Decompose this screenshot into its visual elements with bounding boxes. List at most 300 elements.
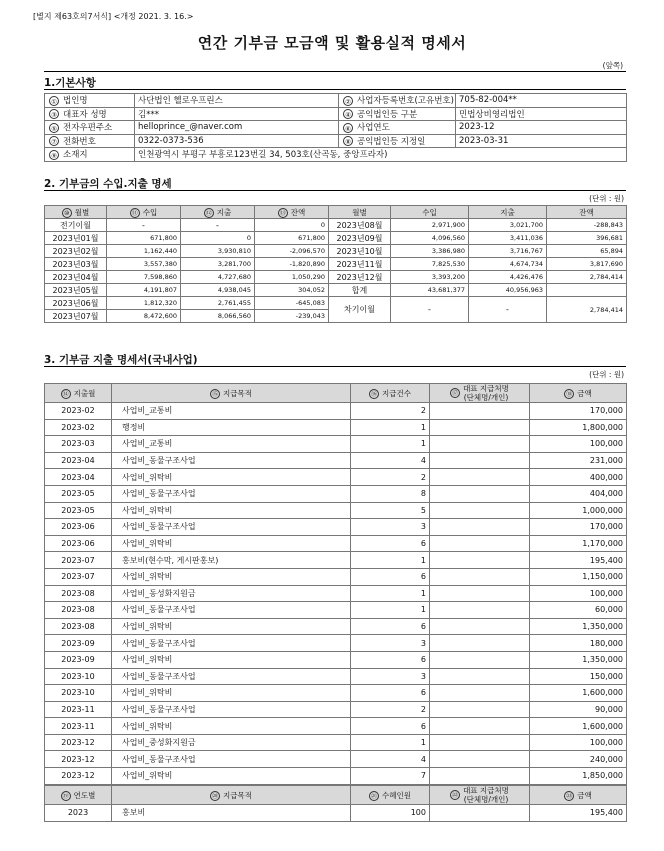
column-header [112,384,351,403]
count-cell: 3 [351,519,430,536]
count-cell: 6 [351,651,430,668]
recipient-cell [430,602,530,619]
purpose-cell: 사업비_교통비 [112,436,351,453]
field-value: 사단법인 헬로우프린스 [135,94,339,108]
recipient-cell [430,651,530,668]
month-cell: 2023-06 [45,519,112,536]
count-cell: 4 [351,751,430,768]
purpose-cell: 사업비_위탁비 [112,535,351,552]
amount-cell: 3,930,810 [181,245,255,258]
table-row [45,585,627,602]
purpose-cell: 사업비_동물구조사업 [112,751,351,768]
table-row [45,452,627,469]
amount-cell: 4,674,734 [469,258,547,271]
amount-cell: 231,000 [530,452,627,469]
recipient-cell [430,734,530,751]
month-cell: 합계 [329,284,391,297]
field-label-cell [339,94,456,108]
column-header [430,786,530,805]
purpose-cell: 사업비_동성화지원금 [112,585,351,602]
month-cell: 2023-06 [45,535,112,552]
count-cell: 3 [351,668,430,685]
recipient-cell [430,552,530,569]
table-row [45,297,627,310]
count-cell: 6 [351,568,430,585]
amount-cell: 4,096,560 [391,232,469,245]
table-row [45,403,627,420]
field-label-cell [339,134,456,148]
amount-cell: - [181,219,255,232]
item-number: ③ [49,109,59,119]
table-row [45,469,627,486]
count-cell: 2 [351,469,430,486]
amount-cell: 3,386,980 [391,245,469,258]
table-row [45,535,627,552]
column-label: 수혜인원 [382,790,411,800]
section1-heading: 1.기본사항 [44,77,96,89]
field-label: 대표자 성명 [63,109,107,120]
field-label: 전화번호 [63,136,96,147]
domestic-expense-table [44,383,627,785]
month-cell: 2023년03월 [45,258,107,271]
month-cell: 2023-07 [45,552,112,569]
amount-cell: 180,000 [530,635,627,652]
item-number: ㉑ [370,792,377,800]
amount-cell: 90,000 [530,701,627,718]
field-value: 민법상비영리법인 [456,107,627,121]
header-row [45,206,627,219]
amount-cell: 8,472,600 [107,310,181,323]
column-header [351,786,430,805]
section3-heading: 3. 기부금 지출 명세서(국내사업) [44,354,198,366]
table-row [45,618,627,635]
item-number: ⑭ [62,390,69,398]
table-row [45,232,627,245]
table-row [45,685,627,702]
amount-cell: 170,000 [530,519,627,536]
recipient-cell [430,485,530,502]
recipient-cell [430,668,530,685]
amount-cell: 1,350,000 [530,651,627,668]
recipient-cell [430,635,530,652]
month-cell: 2023년09월 [329,232,391,245]
item-number: ⑯ [370,390,377,398]
month-cell: 2023년05월 [45,284,107,297]
amount-cell: 100,000 [530,436,627,453]
count-cell: 1 [351,419,430,436]
field-label-cell [45,94,135,108]
count-cell: 4 [351,452,430,469]
month-cell: 2023 [45,805,112,822]
amount-cell: 3,557,380 [107,258,181,271]
purpose-cell: 사업비_위탁비 [112,651,351,668]
item-number: ⑪ [131,209,138,217]
table-row [45,502,627,519]
section-divider [44,71,626,72]
header-row [45,384,627,403]
carry-income: - [391,297,469,323]
month-cell: 2023-12 [45,768,112,785]
section-divider [44,366,626,367]
column-sublabel: (단체명/개인) [463,393,509,402]
month-cell: 2023-10 [45,668,112,685]
column-label: 대표 지급처명 [463,786,509,795]
table-row [45,718,627,735]
amount-cell: -239,043 [255,310,329,323]
unit-label: (단위 : 원) [589,194,624,203]
item-number: ④ [343,109,353,119]
month-cell: 2023년06월 [45,297,107,310]
column-label-group [463,786,509,804]
column-label: 지급목적 [223,388,252,398]
month-cell: 2023-05 [45,502,112,519]
amount-cell: 671,800 [255,232,329,245]
recipient-cell [430,618,530,635]
item-number: ⑤ [49,123,59,133]
month-cell: 2023년02월 [45,245,107,258]
item-number: ① [49,96,59,106]
amount-cell: 4,938,045 [181,284,255,297]
column-header [530,384,627,403]
amount-cell: 2,784,414 [547,271,627,284]
month-cell: 2023년10월 [329,245,391,258]
table-row [45,701,627,718]
item-number: ⑰ [452,390,459,397]
field-label-cell [339,121,456,135]
column-label: 연도별 [73,790,96,800]
amount-cell: 0 [181,232,255,245]
field-label-cell [45,134,135,148]
field-label: 사업연도 [357,123,390,134]
field-value: 2023-12 [456,121,627,135]
field-value: 0322-0373-536 [135,134,339,148]
count-cell: 1 [351,585,430,602]
amount-cell: 0 [255,219,329,232]
item-number: ⑮ [211,390,218,398]
month-cell: 2023-08 [45,618,112,635]
purpose-cell: 사업비_위탁비 [112,718,351,735]
column-header: 수입 [391,206,469,219]
amount-cell: 7,598,860 [107,271,181,284]
amount-cell: - [107,219,181,232]
count-cell: 100 [351,805,430,822]
column-header [430,384,530,403]
month-cell: 2023년12월 [329,271,391,284]
count-cell: 6 [351,685,430,702]
month-cell: 2023-04 [45,452,112,469]
recipient-cell [430,718,530,735]
column-label: 금액 [577,388,592,398]
purpose-cell: 홍보비 [112,805,351,822]
purpose-cell: 사업비_교통비 [112,403,351,420]
amount-cell: 404,000 [530,485,627,502]
month-cell: 2023년08월 [329,219,391,232]
recipient-cell [430,768,530,785]
month-cell: 2023-04 [45,469,112,486]
field-label-cell [45,121,135,135]
amount-cell: 1,800,000 [530,419,627,436]
amount-cell: 3,021,700 [469,219,547,232]
amount-cell: 396,681 [547,232,627,245]
amount-cell: 7,825,530 [391,258,469,271]
purpose-cell: 사업비_동물구조사업 [112,485,351,502]
item-number: ㉒ [452,792,459,799]
count-cell: 8 [351,485,430,502]
amount-cell: 240,000 [530,751,627,768]
field-value: 2023-03-31 [456,134,627,148]
table-row [45,568,627,585]
item-number: ⑩ [62,208,72,218]
amount-cell: -645,083 [255,297,329,310]
count-cell: 3 [351,635,430,652]
section-divider [44,89,626,90]
field-value: 김*** [135,107,339,121]
count-cell: 6 [351,718,430,735]
amount-cell: -2,096,570 [255,245,329,258]
recipient-cell [430,452,530,469]
column-label: 월별 [74,207,90,217]
column-label: 금액 [577,790,592,800]
info-row [45,107,627,121]
section-divider [44,190,626,191]
purpose-cell: 사업비_위탁비 [112,502,351,519]
amount-cell: 1,150,000 [530,568,627,585]
table-row [45,245,627,258]
column-header [45,206,107,219]
column-label: 대표 지급처명 [463,384,509,393]
recipient-cell [430,701,530,718]
month-cell: 2023-09 [45,635,112,652]
count-cell: 1 [351,734,430,751]
field-label-cell [339,107,456,121]
document-title: 연간 기부금 모금액 및 활용실적 명세서 [197,34,467,52]
recipient-cell [430,585,530,602]
amount-cell: 2,971,900 [391,219,469,232]
item-number: ⑬ [279,209,286,217]
month-cell: 2023-05 [45,485,112,502]
column-header [45,384,112,403]
purpose-cell: 행정비 [112,419,351,436]
amount-cell: 671,800 [107,232,181,245]
item-number: ⑨ [49,150,59,160]
column-header [45,786,112,805]
info-row [45,94,627,108]
address-value: 인천광역시 부평구 부흥로123번길 34, 503호(산곡동, 중앙프라자) [135,148,627,162]
amount-cell: 43,681,377 [391,284,469,297]
count-cell: 6 [351,618,430,635]
recipient-cell [430,469,530,486]
purpose-cell: 사업비_동물구조사업 [112,668,351,685]
amount-cell: 4,727,680 [181,271,255,284]
count-cell: 1 [351,602,430,619]
month-cell: 2023-12 [45,734,112,751]
recipient-cell [430,805,530,822]
beneficiary-table [44,785,627,822]
table-row [45,419,627,436]
item-number: ⑱ [566,390,573,398]
recipient-cell [430,751,530,768]
column-label: 잔액 [290,207,306,217]
carry-balance: 2,784,414 [547,297,627,323]
unit-label: (단위 : 원) [589,370,624,379]
amount-cell: 170,000 [530,403,627,420]
carry-label: 차기이월 [329,297,391,323]
month-cell: 2023-08 [45,602,112,619]
purpose-cell: 사업비_동물구조사업 [112,519,351,536]
count-cell: 1 [351,552,430,569]
count-cell: 2 [351,403,430,420]
column-header: 월별 [329,206,391,219]
column-header [351,384,430,403]
purpose-cell: 사업비_위탁비 [112,618,351,635]
month-cell: 2023-02 [45,419,112,436]
purpose-cell: 사업비_위탁비 [112,568,351,585]
month-cell: 2023-07 [45,568,112,585]
amount-cell: 150,000 [530,668,627,685]
section2-heading: 2. 기부금의 수입.지출 명세 [44,178,172,190]
amount-cell: 3,281,700 [181,258,255,271]
header-row [45,786,627,805]
month-cell: 2023-02 [45,403,112,420]
item-number: ② [343,96,353,106]
column-label-group [463,384,509,402]
amount-cell: 1,350,000 [530,618,627,635]
field-label: 공익법인등 지정일 [357,136,426,147]
column-header [255,206,329,219]
table-row [45,271,627,284]
info-row [45,121,627,135]
field-label: 전자우편주소 [63,123,113,134]
month-cell: 2023-12 [45,751,112,768]
amount-cell: 1,812,320 [107,297,181,310]
column-label: 지출월 [73,388,96,398]
purpose-cell: 사업비_위탁비 [112,685,351,702]
purpose-cell: 사업비_동물구조사업 [112,452,351,469]
table-row [45,552,627,569]
purpose-cell: 사업비_위탁비 [112,469,351,486]
table-row [45,751,627,768]
item-number: ⑳ [211,792,218,800]
info-row [45,134,627,148]
count-cell: 5 [351,502,430,519]
month-cell: 2023년04월 [45,271,107,284]
item-number: ⑲ [62,792,69,800]
table-row [45,436,627,453]
field-label: 사업자등록번호(고유번호) [357,96,454,107]
amount-cell: 2,761,455 [181,297,255,310]
recipient-cell [430,535,530,552]
amount-cell: 3,393,200 [391,271,469,284]
amount-cell: 1,162,440 [107,245,181,258]
count-cell: 6 [351,535,430,552]
field-value: helloprince_@naver.com [135,121,339,135]
amount-cell: 304,052 [255,284,329,297]
table-row [45,258,627,271]
amount-cell: 65,894 [547,245,627,258]
amount-cell: 100,000 [530,734,627,751]
month-cell: 2023-09 [45,651,112,668]
amount-cell: 8,066,560 [181,310,255,323]
item-number: ⑦ [49,136,59,146]
column-sublabel: (단체명/개인) [463,795,509,804]
column-label: 지급건수 [382,388,411,398]
amount-cell: 1,600,000 [530,685,627,702]
amount-cell: 400,000 [530,469,627,486]
field-label-cell [45,107,135,121]
item-number: ⑫ [205,209,212,217]
column-label: 수입 [142,207,158,217]
amount-cell [547,284,627,297]
info-row-address [45,148,627,162]
table-row [45,485,627,502]
month-cell: 2023년07월 [45,310,107,323]
month-cell: 2023-03 [45,436,112,453]
recipient-cell [430,403,530,420]
table-row [45,284,627,297]
side-label: (앞쪽) [602,61,623,70]
amount-cell: 40,956,963 [469,284,547,297]
purpose-cell: 사업비_동물구조사업 [112,602,351,619]
column-header: 잔액 [547,206,627,219]
column-header: 지출 [469,206,547,219]
month-cell: 2023-10 [45,685,112,702]
item-number: ⑧ [343,136,353,146]
table-row [45,651,627,668]
purpose-cell: 사업비_위탁비 [112,768,351,785]
month-cell: 2023년11월 [329,258,391,271]
field-label: 공익법인등 구분 [357,109,418,120]
column-label: 지출 [216,207,232,217]
amount-cell: 1,170,000 [530,535,627,552]
table-row [45,805,627,822]
table-row [45,219,627,232]
basic-info-table [44,93,627,162]
recipient-cell [430,502,530,519]
amount-cell: 3,411,036 [469,232,547,245]
month-cell: 2023년01월 [45,232,107,245]
count-cell: 1 [351,436,430,453]
amount-cell: 195,400 [530,552,627,569]
item-number: ⑥ [343,123,353,133]
amount-cell: -1,820,890 [255,258,329,271]
recipient-cell [430,436,530,453]
column-header [107,206,181,219]
field-label-cell [45,148,135,162]
purpose-cell: 사업비_동물구조사업 [112,701,351,718]
recipient-cell [430,568,530,585]
amount-cell: 4,191,807 [107,284,181,297]
month-cell: 2023-11 [45,718,112,735]
recipient-cell [430,419,530,436]
amount-cell: 1,000,000 [530,502,627,519]
recipient-cell [430,519,530,536]
recipient-cell [430,685,530,702]
income-expense-table [44,205,627,323]
count-cell: 2 [351,701,430,718]
column-label: 지급목적 [223,790,252,800]
amount-cell: 60,000 [530,602,627,619]
amount-cell: 1,600,000 [530,718,627,735]
form-note: [별지 제63호의7서식] <개정 2021. 3. 16.> [33,12,194,21]
table-row [45,668,627,685]
field-label: 소재지 [63,150,88,161]
field-value: 705-82-004** [456,94,627,108]
amount-cell: 100,000 [530,585,627,602]
purpose-cell: 사업비_동물구조사업 [112,635,351,652]
column-header [181,206,255,219]
column-header [112,786,351,805]
field-label: 법인명 [63,96,88,107]
